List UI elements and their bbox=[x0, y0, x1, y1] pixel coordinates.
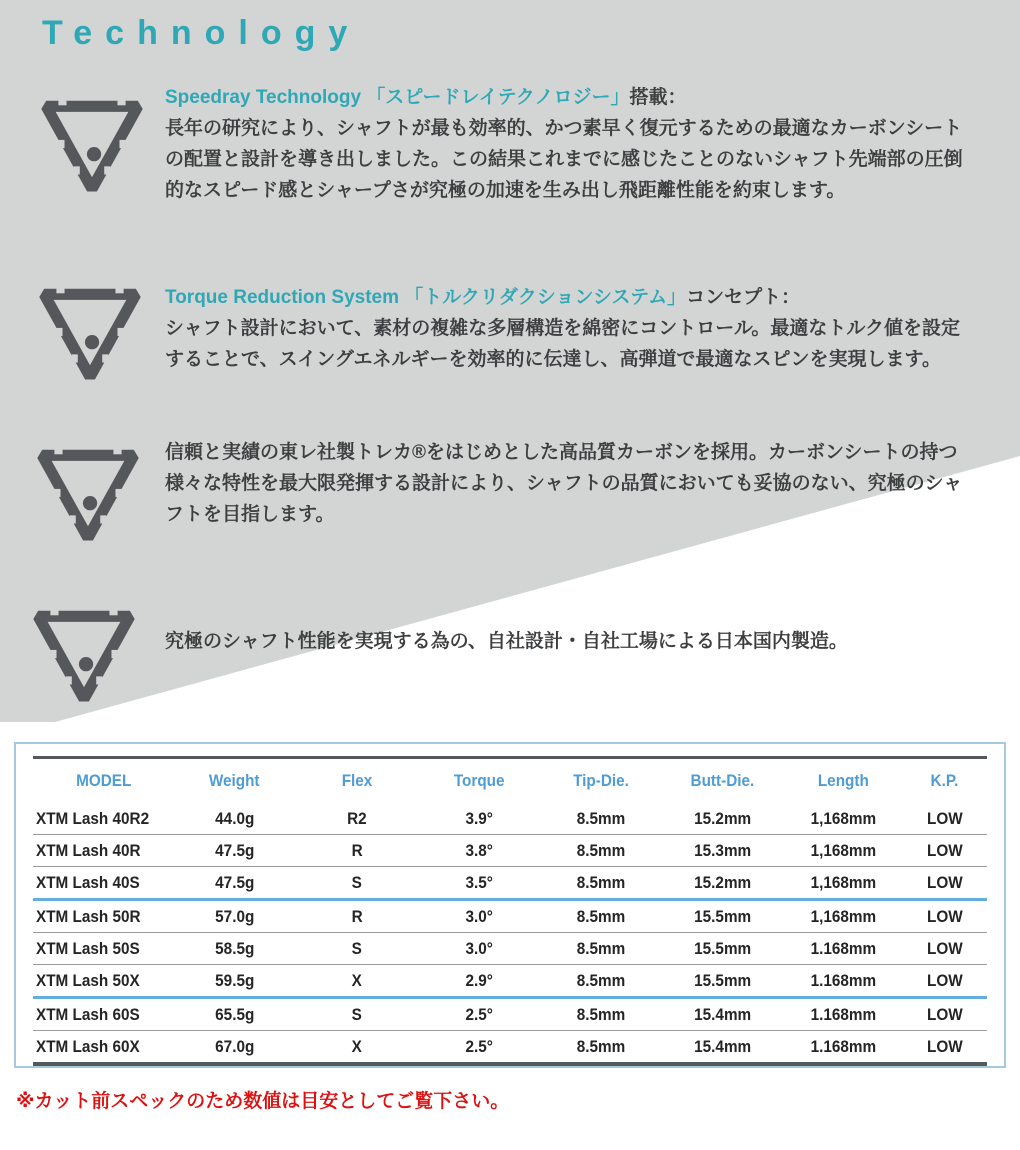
table-cell: S bbox=[294, 998, 419, 1031]
table-row bbox=[33, 1031, 987, 1063]
table-cell: X bbox=[294, 1031, 419, 1063]
table-cell: 1.168mm bbox=[784, 965, 902, 998]
table-row bbox=[33, 900, 987, 933]
page-title: Technology bbox=[42, 14, 361, 52]
table-cell: 8.5mm bbox=[540, 867, 662, 900]
column-header: Length bbox=[817, 771, 869, 790]
table-cell: 15.2mm bbox=[662, 867, 784, 900]
table-row bbox=[33, 867, 987, 900]
table-cell: 47.5g bbox=[174, 835, 294, 867]
table-cell: 2.9° bbox=[419, 965, 539, 998]
tech-paragraph-carbon bbox=[165, 437, 977, 530]
table-cell: 3.8° bbox=[419, 835, 539, 867]
table-cell: LOW bbox=[902, 1031, 987, 1063]
brand-triangle-icon bbox=[32, 441, 144, 547]
tech-paragraph-torque bbox=[165, 282, 977, 375]
table-cell: S bbox=[294, 933, 419, 965]
table-cell: 44.0g bbox=[214, 808, 254, 828]
model-cell: XTM Lash 50S bbox=[33, 933, 174, 965]
table-cell: 2.5° bbox=[419, 1031, 539, 1063]
column-header: Flex bbox=[341, 771, 373, 790]
table-cell: 8.5mm bbox=[540, 998, 662, 1031]
tech-lead-speedray: Speedray Technology 「スピードレイテクノロジー」 bbox=[165, 87, 630, 108]
table-row bbox=[33, 965, 987, 998]
table-cell: LOW bbox=[926, 808, 963, 828]
table-cell: 1,168mm bbox=[810, 808, 876, 828]
table-cell: LOW bbox=[902, 965, 987, 998]
table-cell: 8.5mm bbox=[540, 835, 662, 867]
table-cell: 8.5mm bbox=[540, 900, 662, 933]
tech-paragraph-madeinjapan bbox=[165, 626, 977, 657]
table-cell: 58.5g bbox=[174, 933, 294, 965]
table-cell: R2 bbox=[347, 808, 367, 828]
table-row bbox=[33, 835, 987, 867]
table-cell: 15.3mm bbox=[662, 835, 784, 867]
spec-table bbox=[33, 759, 987, 1062]
table-cell: R bbox=[294, 835, 419, 867]
tech-lead-suffix: コンセプト： bbox=[686, 287, 801, 308]
table-cell: 8.5mm bbox=[540, 933, 662, 965]
table-cell: LOW bbox=[902, 933, 987, 965]
column-header: Butt-Die. bbox=[690, 771, 755, 790]
spec-table-body bbox=[33, 803, 987, 1062]
tech-body-torque: シャフト設計において、素材の複雑な多層構造を綿密にコントロール。最適なトルク値を設定することで、スイングエネルギーを効率的に伝達し、高弾道で最適なスピンを実現します。 bbox=[165, 318, 960, 370]
spec-header-row bbox=[33, 759, 987, 803]
tech-body-carbon: 信頼と実績の東レ社製トレカ®をはじめとした高品質カーボンを採用。カーボンシートの持つ様々な特性を最大限発揮する設計により、シャフトの品質においても妥協のない、究極のシャフトを目指します。 bbox=[165, 442, 963, 525]
table-cell: LOW bbox=[902, 867, 987, 900]
table-cell: 15.5mm bbox=[662, 933, 784, 965]
table-cell: LOW bbox=[902, 835, 987, 867]
table-cell: 3.0° bbox=[419, 900, 539, 933]
table-cell: 65.5g bbox=[174, 998, 294, 1031]
table-cell: 15.4mm bbox=[662, 1031, 784, 1063]
table-cell: 8.5mm bbox=[540, 1031, 662, 1063]
column-header: MODEL bbox=[75, 771, 132, 790]
table-cell: 59.5g bbox=[174, 965, 294, 998]
table-cell: 57.0g bbox=[174, 900, 294, 933]
table-cell: R bbox=[294, 900, 419, 933]
table-row bbox=[33, 933, 987, 965]
table-cell: S bbox=[294, 867, 419, 900]
table-cell: 3.0° bbox=[419, 933, 539, 965]
table-cell: 3.9° bbox=[465, 808, 494, 828]
table-cell: 1,168mm bbox=[784, 867, 902, 900]
table-cell: X bbox=[294, 965, 419, 998]
brand-triangle-icon bbox=[36, 92, 148, 198]
table-cell: 15.5mm bbox=[662, 965, 784, 998]
model-cell: XTM Lash 50X bbox=[33, 965, 174, 998]
table-cell: 15.5mm bbox=[662, 900, 784, 933]
tech-lead-torque: Torque Reduction System 「トルクリダクションシステム」 bbox=[165, 287, 687, 308]
brand-triangle-icon bbox=[28, 602, 140, 708]
table-row bbox=[33, 998, 987, 1031]
table-cell: 8.5mm bbox=[540, 965, 662, 998]
column-header: K.P. bbox=[930, 771, 959, 790]
tech-body-madeinjapan: 究極のシャフト性能を実現する為の、自社設計・自社工場による日本国内製造。 bbox=[165, 631, 848, 652]
model-cell: XTM Lash 60X bbox=[33, 1031, 174, 1063]
column-header: Weight bbox=[208, 771, 260, 790]
table-cell: 1,168mm bbox=[784, 835, 902, 867]
model-cell: XTM Lash 40R2 bbox=[36, 808, 150, 828]
tech-paragraph-speedray bbox=[165, 82, 977, 206]
table-bottom-rule bbox=[33, 1062, 987, 1066]
table-cell: LOW bbox=[902, 998, 987, 1031]
model-cell: XTM Lash 40S bbox=[33, 867, 174, 900]
table-cell: 1.168mm bbox=[784, 933, 902, 965]
table-cell: 1.168mm bbox=[784, 1031, 902, 1063]
tech-body-speedray: 長年の研究により、シャフトが最も効率的、かつ素早く復元するための最適なカーボンシートの配置と設計を導き出しました。この結果これまでに感じたことのないシャフト先端部の圧倒的なスピード感とシャープさが究極の加速を生み出し飛距離性能を約束します。 bbox=[165, 118, 963, 201]
table-row bbox=[33, 803, 987, 835]
tech-lead-suffix: 搭載： bbox=[629, 87, 687, 108]
table-cell: 67.0g bbox=[174, 1031, 294, 1063]
model-cell: XTM Lash 50R bbox=[33, 900, 174, 933]
column-header: Torque bbox=[454, 771, 505, 790]
model-cell: XTM Lash 40R bbox=[33, 835, 174, 867]
table-cell: 2.5° bbox=[419, 998, 539, 1031]
table-cell: LOW bbox=[902, 900, 987, 933]
table-cell: 1.168mm bbox=[784, 998, 902, 1031]
spec-footnote: ※カット前スペックのため数値は目安としてご覧下さい。 bbox=[16, 1091, 510, 1112]
table-cell: 15.4mm bbox=[662, 998, 784, 1031]
brand-triangle-icon bbox=[34, 280, 146, 386]
spec-table-box bbox=[14, 742, 1006, 1068]
table-cell: 15.2mm bbox=[694, 808, 752, 828]
table-cell: 3.5° bbox=[419, 867, 539, 900]
table-cell: 1,168mm bbox=[784, 900, 902, 933]
column-header: Tip-Die. bbox=[572, 771, 629, 790]
model-cell: XTM Lash 60S bbox=[33, 998, 174, 1031]
table-cell: 47.5g bbox=[174, 867, 294, 900]
table-cell: 8.5mm bbox=[576, 808, 625, 828]
